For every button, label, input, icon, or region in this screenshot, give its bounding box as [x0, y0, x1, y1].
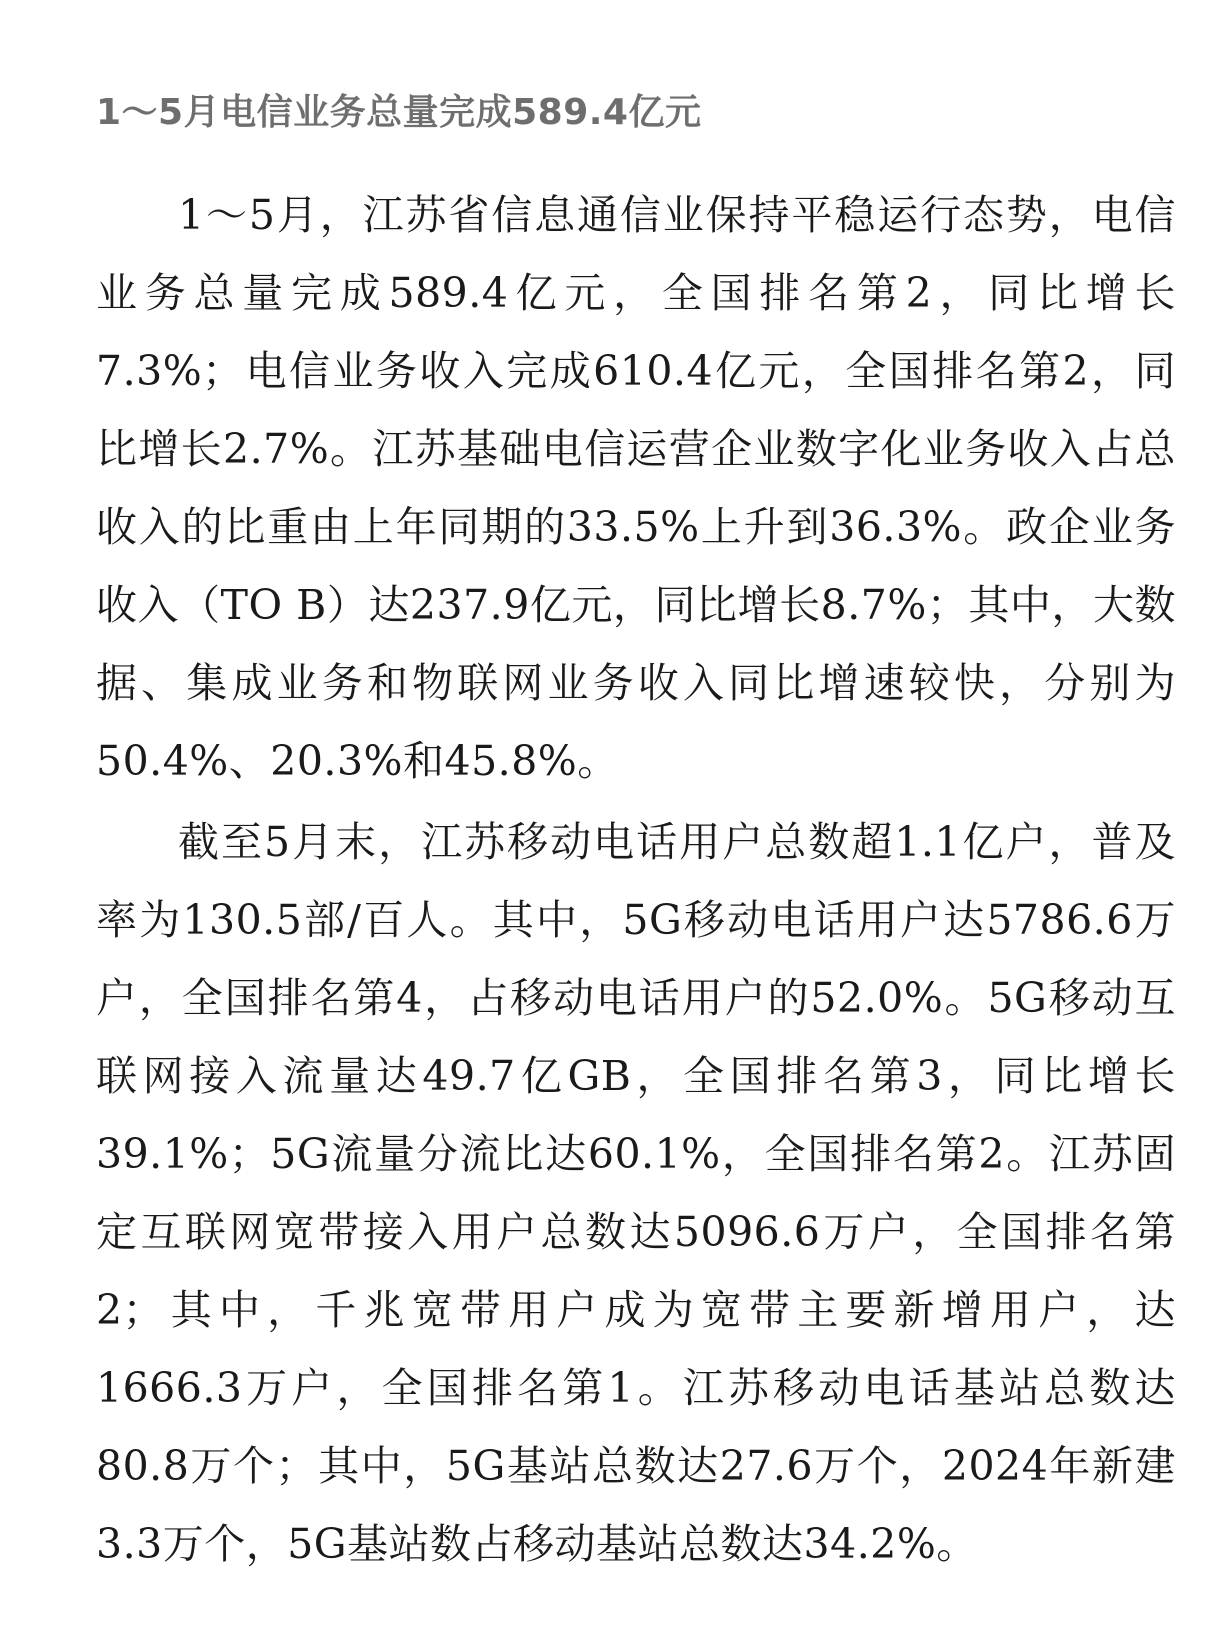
article-title: 1～5月电信业务总量完成589.4亿元 — [96, 92, 702, 133]
body-paragraph-telecom-business: 1～5月，江苏省信息通信业保持平稳运行态势，电信业务总量完成589.4亿元，全国排名第2，同比增长7.3%；电信业务收入完成610.4亿元，全国排名第2，同比增长2.7%。江苏基础电信运营企业数字化业务收入占总收入的比重由上年同期的33.5%上升到36.3%。政企业务收入（TO B）达237.9亿元，同比增长8.7%；其中，大数据、集成业务和物联网业务收入同比增速较快，分别为50.4%、20.3%和45.8%。 — [96, 191, 1176, 785]
body-paragraph-users-and-stations: 截至5月末，江苏移动电话用户总数超1.1亿户，普及率为130.5部/百人。其中，5G移动电话用户达5786.6万户，全国排名第4，占移动电话用户的52.0%。5G移动互联网接入流量达49.7亿GB，全国排名第3，同比增长39.1%；5G流量分流比达60.1%，全国排名第2。江苏固定互联网宽带接入用户总数达5096.6万户，全国排名第2；其中，千兆宽带用户成为宽带主要新增用户，达1666.3万户，全国排名第1。江苏移动电话基站总数达80.8万个；其中，5G基站总数达27.6万个，2024年新建3.3万个，5G基站数占移动基站总数达34.2%。 — [96, 818, 1176, 1568]
